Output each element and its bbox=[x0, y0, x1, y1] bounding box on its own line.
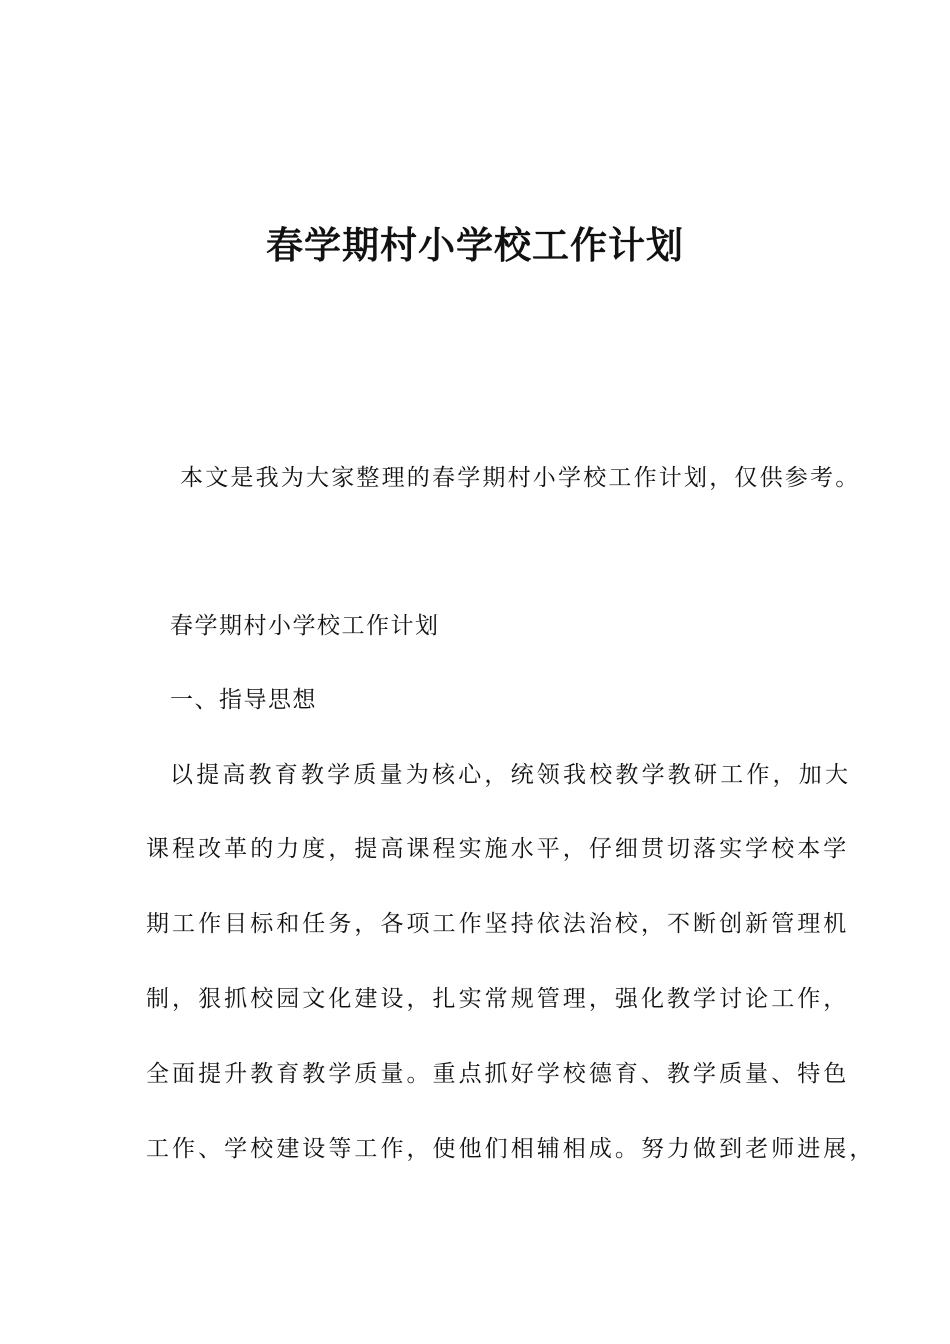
document-title: 春学期村小学校工作计划 bbox=[266, 224, 684, 267]
paragraph-line: 课程改革的力度，提高课程实施水平，仔细贯切落实学校本学 bbox=[146, 836, 850, 862]
paragraph-line: 工作、学校建设等工作，使他们相辅相成。努力做到老师进展， bbox=[146, 1136, 876, 1162]
document-subtitle: 春学期村小学校工作计划 bbox=[170, 613, 440, 639]
paragraph-line: 期工作目标和任务，各项工作坚持依法治校，不断创新管理机 bbox=[146, 911, 850, 937]
paragraph-line: 全面提升教育教学质量。重点抓好学校德育、教学质量、特色 bbox=[146, 1061, 850, 1087]
intro-text: 本文是我为大家整理的春学期村小学校工作计划，仅供参考。 bbox=[180, 465, 861, 491]
paragraph-line: 制，狠抓校园文化建设，扎实常规管理，强化教学讨论工作， bbox=[146, 986, 850, 1012]
paragraph-line: 以提高教育教学质量为核心，统领我校教学教研工作，加大 bbox=[170, 762, 852, 788]
section-heading: 一、指导思想 bbox=[170, 687, 317, 713]
